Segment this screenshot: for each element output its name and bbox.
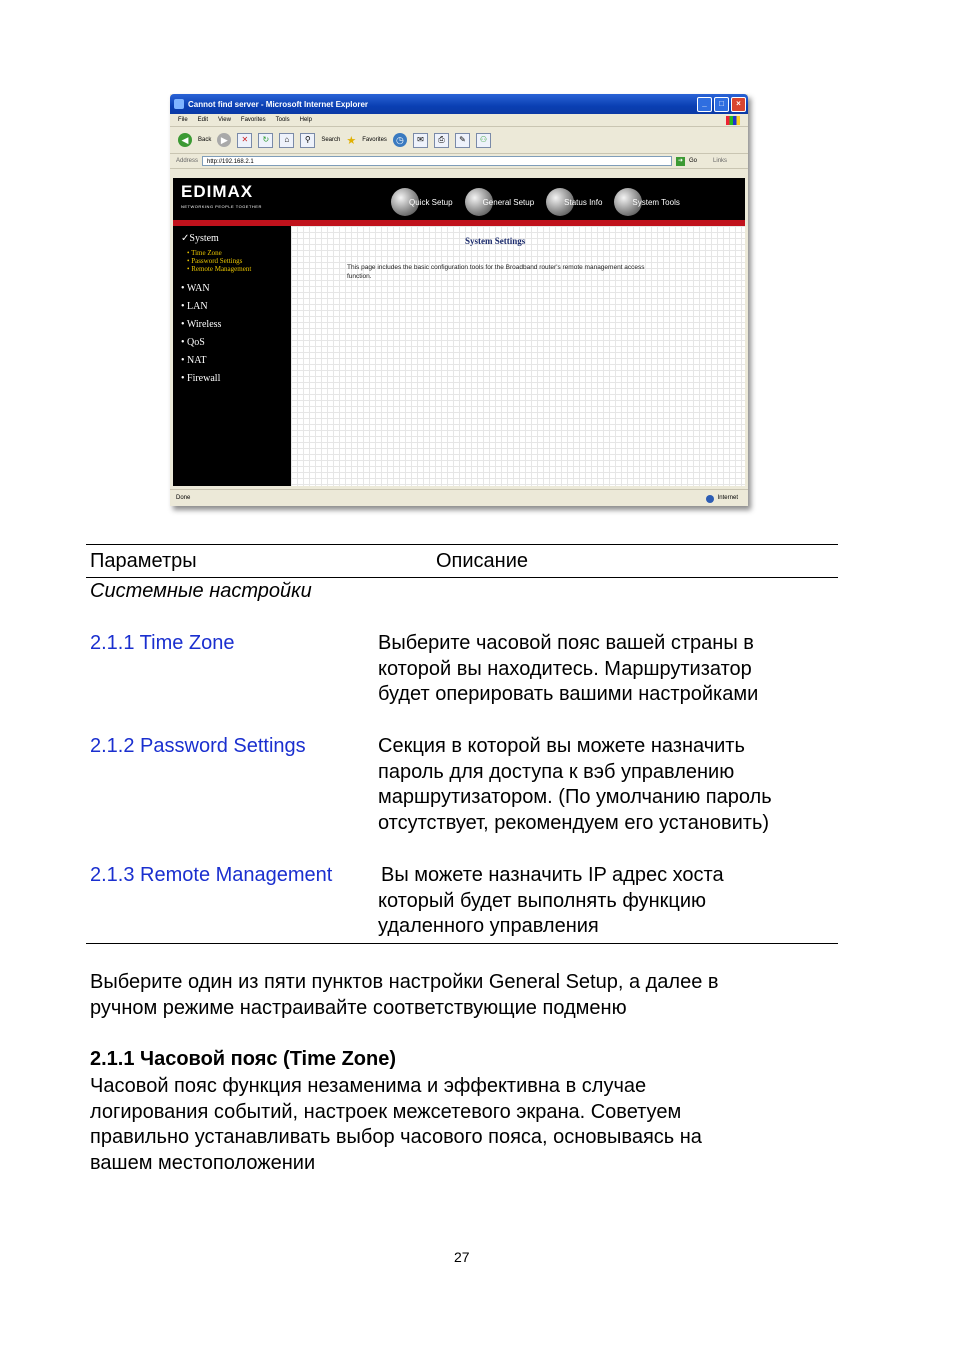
paragraph-line: вашем местоположении — [90, 1151, 316, 1174]
menu-help[interactable]: Help — [299, 117, 312, 123]
messenger-icon[interactable]: ⚇ — [476, 133, 491, 148]
favorites-label[interactable]: Favorites — [362, 137, 387, 143]
mail-icon[interactable]: ✉ — [413, 133, 428, 148]
nav-general-setup[interactable] — [465, 184, 535, 212]
sidebar-item-label[interactable]: WAN — [186, 283, 210, 294]
nav-general-setup-label[interactable]: General Setup — [482, 197, 535, 207]
paragraph-line: логирования событий, настроек межсетевого экрана. Советуем — [90, 1100, 682, 1123]
brand-tagline: NETWORKING PEOPLE TOGETHER — [181, 204, 262, 209]
sidebar-item-label[interactable]: Wireless — [186, 319, 222, 330]
router-content — [291, 226, 745, 486]
sidebar-item-lan[interactable]: • LAN — [181, 301, 208, 312]
sidebar-item-nat[interactable]: • NAT — [181, 355, 207, 366]
status-done: Done — [176, 495, 191, 501]
intro-paragraph — [90, 970, 719, 1021]
desc-line: Вы можете назначить IP адрес хоста — [381, 864, 724, 886]
menu-favorites[interactable]: Favorites — [240, 117, 266, 123]
nav-system-tools[interactable] — [614, 184, 679, 212]
stop-icon[interactable]: ✕ — [237, 133, 252, 148]
desc-line: будет оперировать вашими настройками — [378, 683, 759, 705]
sidebar-item-firewall[interactable]: • Firewall — [181, 373, 221, 384]
sidebar-item-label[interactable]: LAN — [187, 301, 208, 312]
close-icon[interactable]: × — [731, 97, 746, 112]
window-titlebar — [170, 94, 748, 114]
browser-toolbar — [170, 127, 748, 154]
table-header-params: Параметры — [90, 550, 197, 572]
top-nav — [391, 184, 680, 212]
sidebar-item-wireless[interactable]: • Wireless — [181, 319, 222, 330]
brand-name: EDIMAX — [181, 182, 254, 201]
desc-line: удаленного управления — [378, 915, 599, 937]
check-icon: ✓ — [181, 233, 190, 244]
router-web-page — [173, 178, 745, 486]
sidebar-sub-label[interactable]: Password Settings — [191, 257, 243, 265]
sidebar-sub-password[interactable]: • Password Settings — [187, 257, 243, 265]
table-section-title: Системные настройки — [90, 580, 312, 602]
status-internet: Internet — [706, 495, 738, 501]
desc-line: которой вы находитесь. Маршрутизатор — [378, 657, 752, 680]
desc-line: который будет выполнять функцию — [378, 889, 706, 912]
param-password-link[interactable]: 2.1.2 Password Settings — [90, 735, 306, 757]
param-remote-desc — [378, 863, 724, 940]
browser-statusbar — [170, 489, 748, 506]
forward-icon[interactable]: ▶ — [217, 133, 231, 147]
sidebar-sub-time-zone[interactable]: • Time Zone — [187, 249, 222, 257]
param-remote-link[interactable]: 2.1.3 Remote Management — [90, 864, 333, 886]
menu-edit[interactable]: Edit — [197, 117, 209, 123]
param-password-desc — [378, 734, 772, 836]
home-icon[interactable]: ⌂ — [279, 133, 294, 148]
window-title: Cannot find server - Microsoft Internet Explorer — [188, 99, 369, 109]
edimax-logo — [181, 184, 262, 214]
paragraph-line: ручном режиме настраивайте соответствующие подменю — [90, 996, 627, 1019]
desc-line: Секция в которой вы можете назначить — [378, 735, 745, 757]
desc-line: маршрутизатором. (По умолчанию пароль — [378, 786, 772, 808]
param-time-zone-desc — [378, 631, 758, 708]
content-description: This page includes the basic configuration tools for the Broadband router's remote management access function. — [347, 264, 645, 280]
sidebar-sub-label[interactable]: Remote Management — [191, 265, 252, 273]
address-label: Address — [176, 158, 199, 164]
back-label[interactable]: Back — [198, 137, 212, 143]
sidebar-item-label[interactable]: System — [189, 233, 219, 244]
page-number: 27 — [454, 1249, 470, 1265]
address-bar — [170, 154, 748, 169]
history-icon[interactable]: ◷ — [393, 133, 407, 147]
desc-line: Выберите часовой пояс вашей страны в — [378, 632, 754, 654]
paragraph-line: Выберите один из пяти пунктов настройки General Setup, а далее в — [90, 971, 719, 993]
nav-status-info-label[interactable]: Status Info — [564, 197, 603, 207]
sidebar-item-label[interactable]: NAT — [187, 355, 207, 366]
section-heading: 2.1.1 Часовой пояс (Time Zone) — [90, 1048, 397, 1070]
search-label[interactable]: Search — [321, 137, 341, 143]
ie-icon — [174, 99, 184, 109]
paragraph-line: Часовой пояс функция незаменима и эффективна в случае — [90, 1075, 647, 1097]
menu-bar — [170, 114, 748, 127]
nav-quick-setup[interactable] — [391, 184, 453, 212]
table-header-rule — [86, 577, 838, 578]
table-top-rule — [86, 544, 838, 545]
nav-system-tools-label[interactable]: System Tools — [632, 197, 680, 207]
sidebar-item-label[interactable]: QoS — [187, 337, 205, 348]
menu-view[interactable]: View — [218, 117, 231, 123]
sidebar-item-system[interactable] — [181, 233, 291, 244]
sidebar-item-label[interactable]: Firewall — [187, 373, 221, 384]
edimax-header — [173, 178, 745, 220]
favorites-star-icon[interactable]: ★ — [346, 134, 357, 147]
time-zone-paragraph — [90, 1074, 702, 1176]
windows-logo-icon — [726, 116, 740, 125]
back-icon[interactable]: ◀ — [178, 133, 192, 147]
sidebar-item-wan[interactable]: • WAN — [181, 283, 210, 294]
nav-quick-setup-label[interactable]: Quick Setup — [409, 197, 453, 207]
go-icon[interactable]: ➜ — [678, 157, 684, 164]
table-header-desc: Описание — [436, 550, 529, 572]
print-icon[interactable]: ⎙ — [434, 133, 449, 148]
param-time-zone-link[interactable]: 2.1.1 Time Zone — [90, 632, 235, 654]
sidebar-sub-remote[interactable]: • Remote Management — [187, 265, 252, 273]
sidebar-sub-label[interactable]: Time Zone — [191, 249, 222, 257]
table-bottom-rule — [86, 943, 838, 944]
menu-tools[interactable]: Tools — [275, 117, 290, 123]
search-icon[interactable]: ⚲ — [300, 133, 315, 148]
paragraph-line: правильно устанавливать выбор часового пояса, основываясь на — [90, 1126, 702, 1148]
content-title: System Settings — [465, 236, 526, 246]
menu-file[interactable]: File — [178, 117, 188, 123]
router-sidebar — [173, 226, 291, 486]
browser-screenshot — [170, 94, 748, 506]
nav-status-info[interactable] — [546, 184, 602, 212]
address-input[interactable]: http://192.168.2.1 — [202, 156, 672, 166]
minimize-icon[interactable]: _ — [697, 97, 712, 112]
maximize-icon[interactable]: □ — [714, 97, 729, 112]
links-label[interactable]: Links — [713, 158, 728, 164]
edit-icon[interactable]: ✎ — [455, 133, 470, 148]
desc-line: пароль для доступа к вэб управлению — [378, 760, 735, 783]
desc-line: отсутствует, рекомендуем его установить) — [378, 811, 770, 834]
sidebar-item-qos[interactable]: • QoS — [181, 337, 205, 348]
go-label[interactable]: Go — [689, 158, 698, 164]
refresh-icon[interactable]: ↻ — [258, 133, 273, 148]
